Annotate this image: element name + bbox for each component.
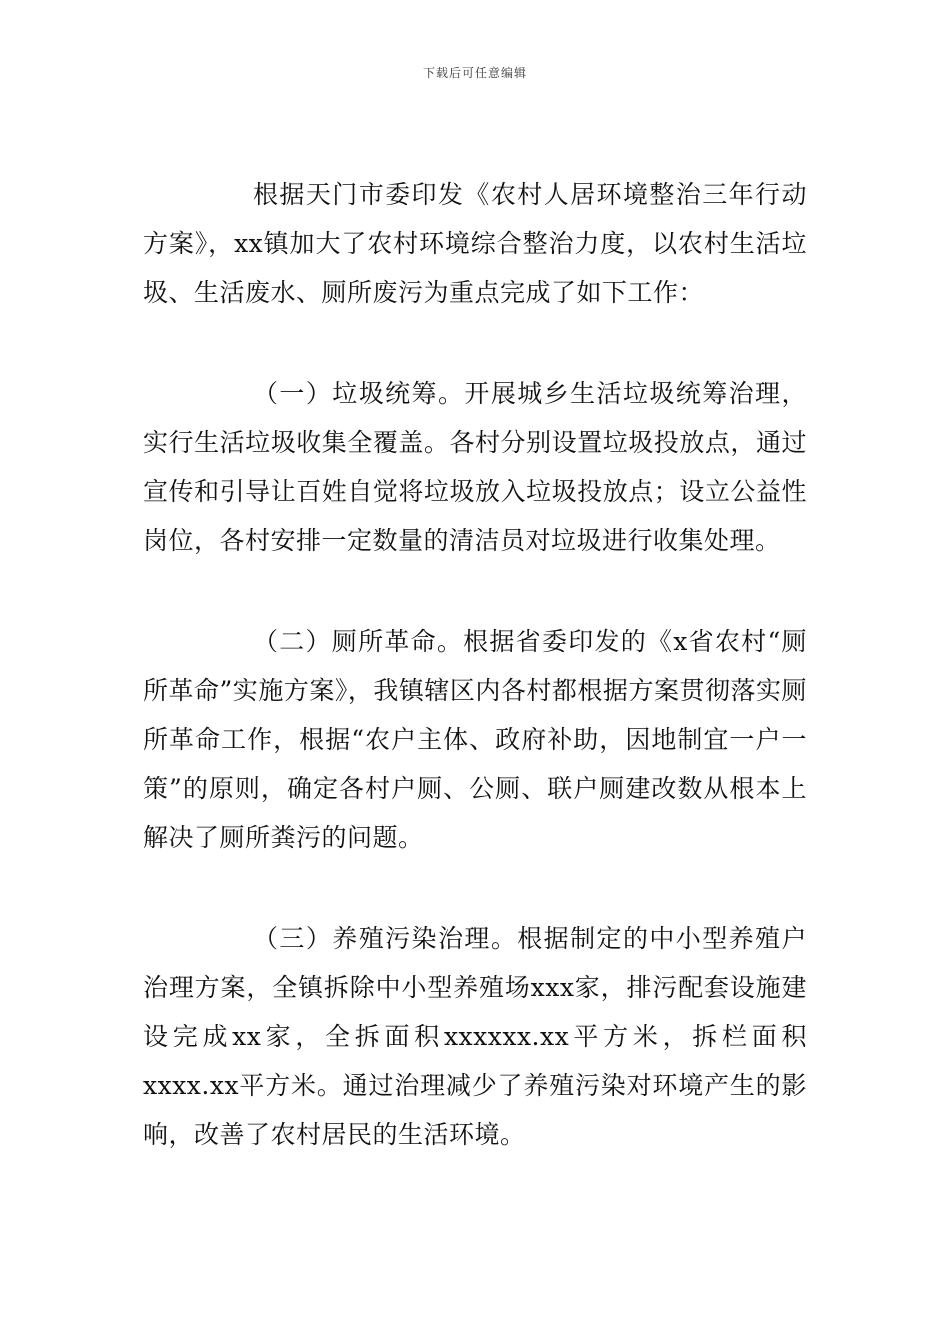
paragraph-livestock-pollution: （三）养殖污染治理。根据制定的中小型养殖户治理方案，全镇拆除中小型养殖场xxx家，排污配套设施建设完成xx家，全拆面积xxxxxx.xx平方米，拆栏面积xxxx.xx平方米。通过治理减少了养殖污染对环境产生的影响，改善了农村居民的生活环境。 — [143, 924, 807, 1149]
paragraph-garbage: （一）垃圾统筹。开展城乡生活垃圾统筹治理，实行生活垃圾收集全覆盖。各村分别设置垃圾投放点，通过宣传和引导让百姓自觉将垃圾放入垃圾投放点；设立公益性岗位，各村安排一定数量的清洁员对垃圾进行收集处理。 — [143, 379, 807, 555]
header-note: 下载后可任意编辑 — [422, 66, 527, 80]
paragraph-toilet-revolution: （二）厕所革命。根据省委印发的《x省农村“厕所革命”实施方案》，我镇辖区内各村都根据方案贯彻落实厕所革命工作，根据“农户主体、政府补助，因地制宜一户一策”的原则，确定各村户厕、公厕、联户厕建改数从根本上解决了厕所粪污的问题。 — [143, 627, 807, 852]
document-body — [143, 170, 807, 1211]
paragraph-intro: 根据天门市委印发《农村人居环境整治三年行动方案》，xx镇加大了农村环境综合整治力度，以农村生活垃圾、生活废水、厕所废污为重点完成了如下工作： — [143, 180, 807, 307]
